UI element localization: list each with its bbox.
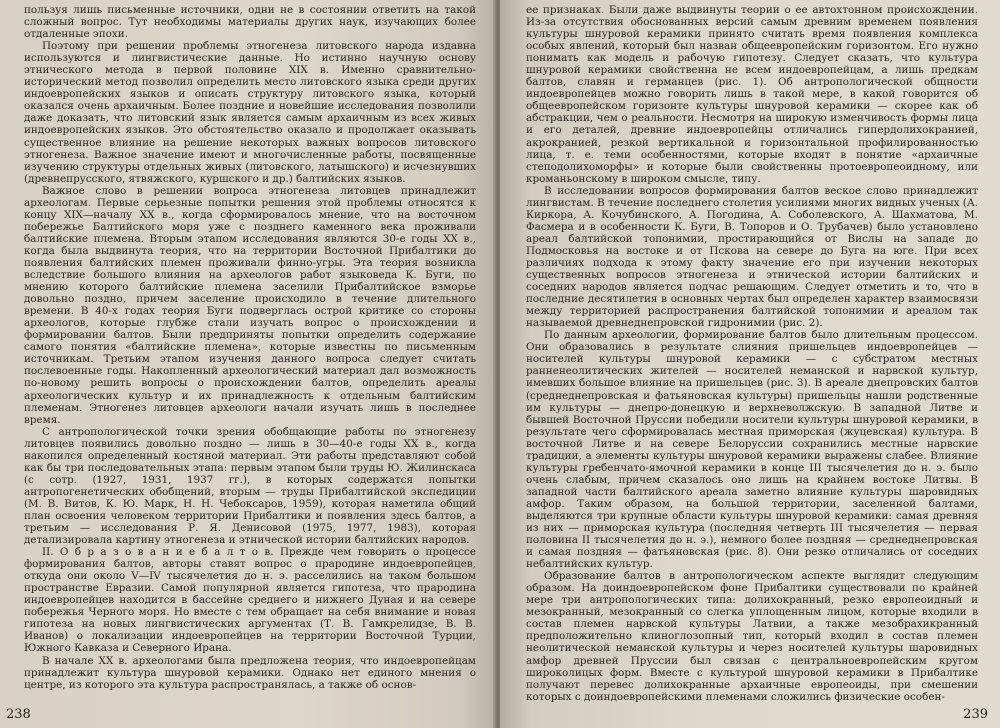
- page-number-left: 238: [6, 707, 31, 722]
- left-paragraph: пользуя лишь письменные источники, одни не в состоянии ответить на такой сложный вопрос. Тут необходимы материалы других наук, изучающих более отдаленные эпохи.: [24, 4, 476, 41]
- left-page: [0, 0, 496, 728]
- right-paragraph: В исследовании вопросов формирования балтов веское слово принадлежит лингвистам. В течение последнего столетия усилиями многих видных ученых (А. Киркора, А. Кочубинского, А. Погодина, А. Соболевского, А. Шахматова, М. Фасмера и в особенности К. Буги, В. Топоров и О. Трубачев) было установлено ареал балтийской топонимии, простирающийся от Вислы на западе до Подмосковья на востоке и от Пскова на севере до Буга на юге. При всех различиях подхода к этому факту значение его при изучении некоторых существенных вопросов этногенеза и этнической истории балтийских и соседних народов является подчас решающим. Следует отметить и то, что в последние десятилетия в основных чертах был определен характер взаимосвязи между территорией распространения балтийской топонимии и ареалом так называемой древнеднепровской гидронимии (рис. 2).: [526, 184, 978, 330]
- left-paragraph: Важное слово в решении вопроса этногенеза литовцев принадлежит археологам. Первые серьезные попытки решения этой проблемы относятся к концу XIX—началу XX в., когда сформировалось мнение, что на восточном побережье Балтийского моря уже с позднего каменного века проживали балтийские племена. Вторым этапом исследования являются 30-е годы XX в., когда была выдвинута теория, что на территории Восточной Прибалтики до появления балтийских племен проживали финно-угры. Эта теория возникла вследствие большого влияния на археологов работ языковеда К. Буги, по мнению которого балтийские племена заселили Прибалтийское взморье довольно поздно, причем заселение происходило в течение длительного времени. В 40-х годах теория Буги подверглась острой критике со стороны археологов, которые глубже стали изучать вопрос о происхождении и формировании балтов. Были предприняты попытки определить содержание самого понятия «балтийские племена», которые известны по письменным источникам. Третьим этапом изучения данного вопроса следует считать послевоенные годы. Накопленный археологический материал дал возможность по-новому решить вопросы о происхождении балтов, определить ареалы археологических культур и их принадлежность к отдельным балтийским племенам. Этногенез литовцев археологи начали изучать лишь в последнее время.: [24, 184, 476, 426]
- left-paragraph: С антропологической точки зрения обобщающие работы по этногенезу литовцев появились довольно поздно — лишь в 30—40-е годы XX в., когда накопился определенный костяной материал. Эти работы представляют собой как бы три последовательных этапа: первым этапом были труды Ю. Жилинскаса (с сотр. (1927, 1931, 1937 гг.), в которых содержатся попытки антропогенетических обобщений, вторым — труды Прибалтийской экспедиции (М. В. Витов, К. Ю. Марк, Н. Н. Чебоксаров, 1959), которая наметила общий план освоения человеком территории Прибалтики и появления здесь балтов, а третьим — исследования Р. Я. Денисовой (1975, 1977, 1983), которая детализировала картину этногенеза и этнической истории балтийских народов.: [24, 425, 476, 547]
- right-paragraph: По данным археологии, формирование балтов было длительным процессом. Они образовались в результате слияния пришельцев индоевропейцев — носителей культуры шнуровой керамики — с субстратом местных ранненеолитических жителей — носителей неманской и нарвской культур, имевших большое влияние на пришельцев (рис. 3). В ареале днепровских балтов (среднеднепровская и фатьяновская культуры) пришельцы нашли родственные им культуры — днепро-донецкую и верхневолжскую. В западной Литве и бывшей Восточной Пруссии победили носители культуры шнуровой керамики, в результате чего сформировалась местная приморская (жуцевская) культура. В восточной Литве и на севере Белоруссии сохранились местные нарвские традиции, а элементы культуры шнуровой керамики выражены слабее. Влияние культуры гребенчато-ямочной керамики в конце III тысячелетия до н. э. было очень слабым, причем сказалось оно лишь на крайнем востоке Литвы. В западной части балтийского ареала заметно влияние культуры шаровидных амфор. Таким образом, на большой территории, заселенной балтами, выделяются три крупные области культуры шнуровой керамики: самая древняя из них — приморская культура (последняя четверть III тысячелетия — первая половина II тысячелетия до н. э.), немного более поздняя — среднеднепровская и самая поздняя — фатьяновская (рис. 8). Они резко отличались от соседних небалтийских культур.: [526, 329, 978, 571]
- left-paragraph: Поэтому при решении проблемы этногенеза литовского народа издавна используются и лингвистические данные. Но истинно научную основу этнического метода в первой половине XIX в. Именно сравнительно-исторический метод позволил определить место литовского языка среди других индоевропейских языков и описать структуру литовского языка, который оказался очень архаичным. Более поздние и новейшие исследования позволили даже доказать, что литовский язык является самым архаичным из всех живых индоевропейских языков. Это обстоятельство оказало и продолжает оказывать существенное влияние на решение некоторых важных вопросов литовского этногенеза. Важное значение имеют и многочисленные работы, посвященные изучению структуры отдельных живых (литовского, латышского) и исчезнувших (древнепрусского, ятвяжского, куршского и др.) балтийских языков.: [24, 40, 476, 185]
- right-paragraph: Образование балтов в антропологическом аспекте выглядит следующим образом. На доиндоевропейском фоне Прибалтики существовали по крайней мере три антропологических типа: долихокранный, резко европеоидный и мезокранный, мезокранный со слегка уплощенным лицом, которые входили в состав племен нарвской культуры Латвии, а также мезобрахикранный предположительно клиноглозопный тип, который входил в состав племен неолитической неманской культуры и через носителей культуры шаровидных амфор древней Пруссии был связан с центральноевропейским кругом широколицых форм. Вместе с культурой шнуровой керамики в Прибалтике получают перевес долихокранные архаичные европеоиды, при смешении которых с доиндоевропейскими племенами сложились физические особен-: [526, 570, 978, 703]
- left-section-heading-paragraph: II. О б р а з о в а н и е б а л т о в. Прежде чем говорить о процессе формирования балтов, авторы ставят вопрос о прародине индоевропейцев, откуда они около V—IV тысячелетия до н. э. расселились на таком большом пространстве Евразии. Самой популярной является гипотеза, что прародина индоевропейцев находится в бассейне среднего и нижнего Дуная и на севере побережья Черного моря. Но вместе с тем обращает на себя внимание и новая гипотеза на новых лингвистических аргументах (Т. В. Гамкрелидзе, В. В. Иванов) о локализации индоевропейцев на территории Восточной Турции, Южного Кавказа и Северного Ирана.: [24, 546, 476, 655]
- right-page: [500, 0, 1000, 728]
- left-paragraph: В начале XX в. археологами была предложена теория, что индоевропейцам принадлежит культура шнуровой керамики. Однако нет единого мнения о центре, из которого эта культура распространялась, а также об основ-: [24, 654, 476, 691]
- page-number-right: 239: [963, 707, 988, 722]
- right-page-text: [526, 4, 978, 703]
- right-paragraph: ее признаках. Были даже выдвинуты теории о ее автохтонном происхождении. Из-за отсутствия обоснованных версий самым древним временем появления культуры шнуровой керамики принято считать время появления комплекса особых явлений, который был назван общеевропейским горизонтом. Его нужно понимать как модель и рабочую гипотезу. Следует сказать, что культура шнуровой керамики свойственна не всем индоевропейцам, а лишь предкам балтов, славян и германцев (рис. 1). Об антропологической общности индоевропейцев можно говорить лишь в такой мере, в какой говорится об общеевропейском горизонте культуры шнуровой керамики — скорее как об абстракции, чем о реальности. Несмотря на широкую изменчивость формы лица и его деталей, древние индоевропейцы отличались гипердолихокранией, акрокранией, резкой вертикальной и горизонтальной профилированностью лица, т. е. теми особенностями, которые входят в понятие «архаичные степодолихоморфы» и которые были свойственны протоевропеоидному, или кроманьонскому в широком смысле, типу.: [526, 4, 978, 185]
- left-page-text: [24, 4, 476, 691]
